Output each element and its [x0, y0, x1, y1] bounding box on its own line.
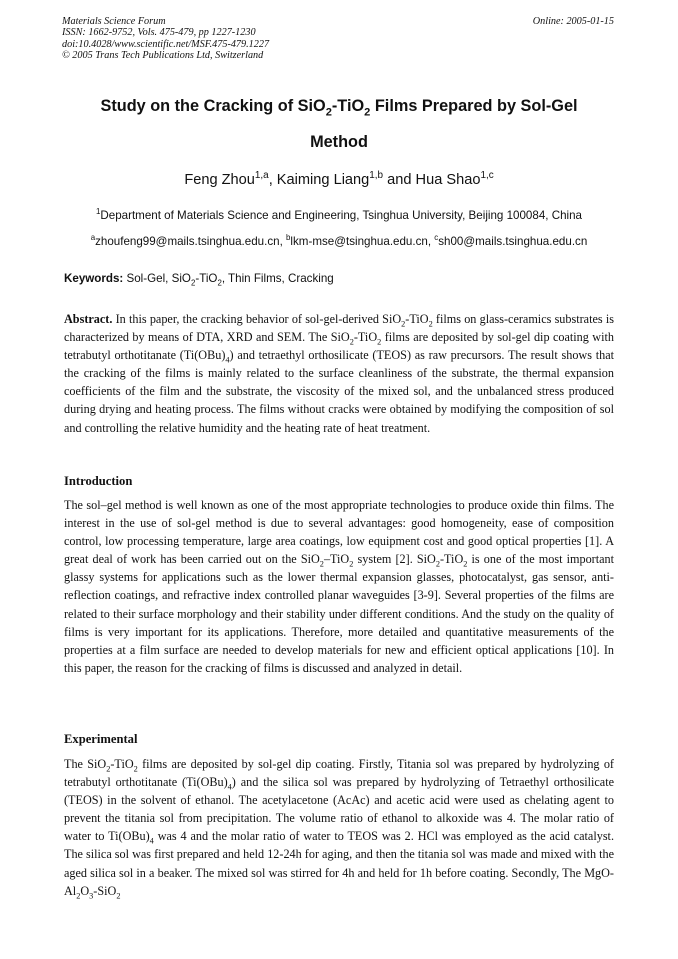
- online-date: Online: 2005-01-15: [532, 16, 614, 27]
- experimental-heading: Experimental: [64, 732, 138, 746]
- paper-title: Study on the Cracking of SiO$_2$-TiO$_2$ Films Prepared by Sol-Gel Method: [100, 97, 578, 151]
- introduction-body: The sol–gel method is well known as one of the most appropriate technologies to produce oxide thin films. The interest in the use of sol-gel method is due to several advantages: good homogeneity, ease of composition control, low processing temperature, large area coatings, low equipment cost and good optical properties [1]. A great deal of work has been carried out on the SiO$_2$–TiO$_2$ system [2]. SiO$_2$-TiO$_2$ is one of the most important glassy systems for applications such as the lower thermal expansion glasses, photocatalyst, gas sensor, anti-reflection coatings, and refractive index controlled planar waveguides [3-9]. Several properties of the films are related to their surface morphology and their stability under different conditions. And the study on the quality of films is very important for its applications. Therefore, more detailed and quantitative measurements of the properties at a film surface are needed to develop materials for new and efficient optical applications [10]. In this paper, the reason for the cracking of films is discussed and analyzed in detail.: [64, 498, 614, 675]
- author-emails: $^a$zhoufeng99@mails.tsinghua.edu.cn, $^b$lkm-mse@tsinghua.edu.cn, $^c$sh00@mails.tsinghua.edu.cn: [90, 233, 588, 248]
- journal-name: Materials Science Forum: [62, 16, 166, 27]
- journal-header: [62, 16, 614, 62]
- journal-doi: doi:10.4028/www.scientific.net/MSF.475-479.1227: [62, 38, 270, 50]
- author-list: Feng Zhou$^{1,a}$, Kaiming Liang$^{1,b}$ and Hua Shao$^{1,c}$: [184, 170, 494, 188]
- keywords-label: Keywords:: [64, 272, 124, 285]
- email-link[interactable]: lkm-mse@tsinghua.edu.cn,: [290, 235, 435, 248]
- email-link[interactable]: sh00@mails.tsinghua.edu.cn: [438, 235, 588, 248]
- paper-title-line2: Method: [310, 133, 368, 151]
- introduction-heading: Introduction: [64, 474, 133, 488]
- experimental-body: The SiO$_2$-TiO$_2$ films are deposited by sol-gel dip coating. Firstly, Titania sol was prepared by hydrolyzing of tetrabutyl orthotitanate $(Ti(OBu)_4)$ and the silica sol was prepared by hydrolyzing of Tetraethyl orthosilicate (TEOS) in the solvent of ethanol. The acetylacetone (AcAc) and acetic acid were used as chelating agent to prevent the titania sol from precipitation. The volume ratio of ethanol to alkoxide was 4. The molar ratio of water to $Ti(OBu)_4$ was 4 and the molar ratio of water to TEOS was 2. HCl was employed as the acid catalyst. The silica sol was first prepared and held 12-24h for aging, and then the titania sol was made and mixed with the aged silica sol in a beaker. The mixed sol was stirred for 4h and held for 1h before coating. Secondly, The MgO-$Al_2O_3-SiO_2$: [64, 757, 614, 901]
- journal-issn: ISSN: 1662-9752, Vols. 475-479, pp 1227-1230: [62, 27, 256, 39]
- abstract: Abstract. In this paper, the cracking behavior of sol-gel-derived SiO$_2$-TiO$_2$ films on glass-ceramics substrates is characterized by means of DTA, XRD and SEM. The SiO$_2$-TiO$_2$ films are deposited by sol-gel dip coating with tetrabutyl orthotitanate $(Ti(OBu)_4)$ and tetraethyl orthosilicate (TEOS) as raw precursors. The result shows that the cracking of the films is mainly related to the surface cleanliness of the substrate, the thermal expansion coefficients of the film and the substrate, the viscosity of the mixed sol, and the unbalanced stress produced during drying and heating process. The films without cracks were obtained by modifying the composition of sol and controlling the relative humidity and the heating rate of heat treatment.: [64, 312, 614, 435]
- abstract-label: Abstract.: [64, 312, 113, 326]
- keywords: Keywords: Sol-Gel, SiO$_2$-TiO$_2$, Thin Films, Cracking: [64, 272, 334, 288]
- affiliation: $^1$Department of Materials Science and Engineering, Tsinghua University, Beijing 100084, China: [95, 207, 583, 222]
- email-link[interactable]: zhoufeng99@mails.tsinghua.edu.cn,: [95, 235, 287, 248]
- journal-copyright: © 2005 Trans Tech Publications Ltd, Switzerland: [62, 50, 264, 62]
